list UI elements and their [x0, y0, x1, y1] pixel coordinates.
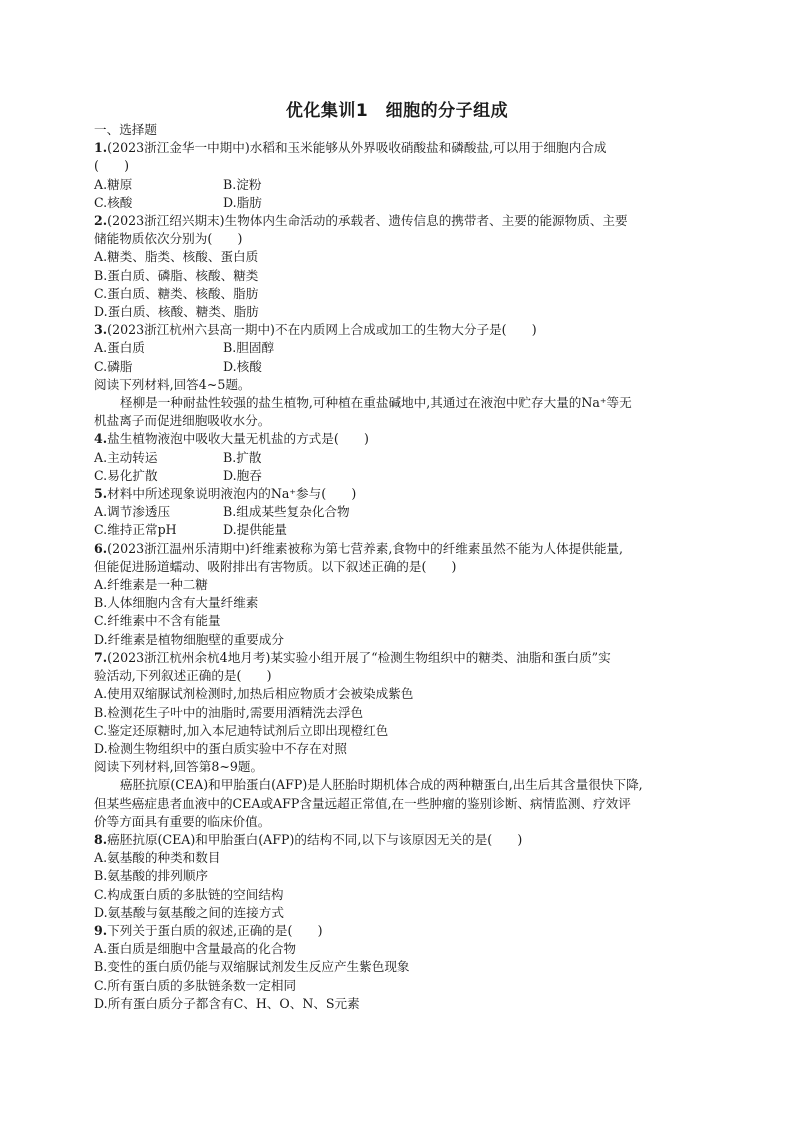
option-b: B.胆固醇 [223, 340, 275, 356]
option-d: D.提供能量 [223, 522, 288, 538]
option-d: D.所有蛋白质分子都含有C、H、O、N、S元素 [94, 995, 360, 1011]
material-text-continued: 机盐离子而促进细胞吸收水分。 [94, 413, 271, 429]
question-5 [94, 485, 704, 540]
option-c: C.核酸 [94, 194, 133, 210]
question-number: 1. [94, 140, 108, 156]
question-stem-continued: 验活动,下列叙述正确的是( ) [94, 668, 272, 684]
question-number: 9. [94, 922, 108, 938]
question-6 [94, 540, 704, 649]
option-c: C.磷脂 [94, 358, 133, 374]
question-number: 5. [94, 486, 108, 502]
question-9 [94, 922, 704, 1013]
option-c: C.纤维素中不含有能量 [94, 613, 221, 629]
option-c: C.易化扩散 [94, 467, 158, 483]
question-stem: (2023浙江杭州六县高一期中)不在内质网上合成或加工的生物大分子是( ) [107, 322, 537, 338]
material-intro: 阅读下列材料,回答第8~9题。 [94, 759, 264, 775]
option-d: D.蛋白质、核酸、糖类、脂肪 [94, 304, 259, 320]
question-8 [94, 831, 704, 922]
option-d: D.胞吞 [223, 467, 262, 483]
page-title: 优化集训1 细胞的分子组成 [285, 101, 509, 121]
option-b: B.淀粉 [223, 176, 262, 192]
question-number: 4. [94, 431, 108, 447]
option-d: D.纤维素是植物细胞壁的重要成分 [94, 631, 284, 647]
option-a: A.蛋白质是细胞中含量最高的化合物 [94, 941, 297, 957]
question-stem-continued: 储能物质依次分别为( ) [94, 231, 243, 247]
question-stem: (2023浙江温州乐清期中)纤维素被称为第七营养素,食物中的纤维素虽然不能为人体提供能量, [107, 540, 624, 556]
question-stem: (2023浙江杭州余杭4地月考)某实验小组开展了“检测生物组织中的糖类、油脂和蛋白质”实 [107, 649, 611, 665]
question-7 [94, 649, 704, 758]
answer-blank: ( ) [94, 158, 130, 174]
option-c: C.维持正常pH [94, 522, 177, 538]
option-d: D.氨基酸与氨基酸之间的连接方式 [94, 904, 284, 920]
option-a: A.糖类、脂类、核酸、蛋白质 [94, 249, 259, 265]
question-number: 6. [94, 540, 108, 556]
question-stem: (2023浙江绍兴期末)生物体内生命活动的承载者、遗传信息的携带者、主要的能源物质、主要 [107, 213, 628, 229]
question-3 [94, 321, 704, 376]
material-text-continued: 价等方面具有重要的临床价值。 [94, 813, 271, 829]
material-text-continued: 但某些癌症患者血液中的CEA或AFP含量远超正常值,在一些肿瘤的鉴别诊断、病情监测、疗效评 [94, 795, 631, 811]
section-heading: 一、选择题 [94, 122, 157, 137]
material-text: 癌胚抗原(CEA)和甲胎蛋白(AFP)是人胚胎时期机体合成的两种糖蛋白,出生后其含量很快下降, [120, 777, 643, 793]
question-number: 7. [94, 649, 108, 665]
question-number: 8. [94, 831, 108, 847]
material-text: 柽柳是一种耐盐性较强的盐生植物,可种植在重盐碱地中,其通过在液泡中贮存大量的Na⁺等无 [120, 395, 632, 411]
question-4 [94, 430, 704, 485]
question-stem: 下列关于蛋白质的叙述,正确的是( ) [107, 922, 323, 938]
option-d: D.检测生物组织中的蛋白质实验中不存在对照 [94, 740, 347, 756]
option-d: D.核酸 [223, 358, 262, 374]
question-2 [94, 212, 704, 321]
material-intro: 阅读下列材料,回答4~5题。 [94, 376, 251, 392]
option-d: D.脂肪 [223, 194, 262, 210]
option-a: A.调节渗透压 [94, 504, 171, 520]
option-b: B.组成某些复杂化合物 [223, 504, 350, 520]
option-a: A.蛋白质 [94, 340, 145, 356]
option-a: A.使用双缩脲试剂检测时,加热后相应物质才会被染成紫色 [94, 686, 414, 702]
option-b: B.人体细胞内含有大量纤维素 [94, 595, 259, 611]
option-c: C.所有蛋白质的多肽链条数一定相同 [94, 977, 297, 993]
question-stem: 癌胚抗原(CEA)和甲胎蛋白(AFP)的结构不同,以下与该原因无关的是( ) [107, 831, 523, 847]
option-b: B.扩散 [223, 449, 262, 465]
question-number: 2. [94, 213, 108, 229]
option-a: A.主动转运 [94, 449, 158, 465]
option-a: A.纤维素是一种二糖 [94, 577, 208, 593]
question-content [94, 121, 704, 1013]
question-stem: (2023浙江金华一中期中)水稻和玉米能够从外界吸收硝酸盐和磷酸盐,可以用于细胞内合成 [107, 140, 607, 156]
question-stem: 材料中所述现象说明液泡内的Na⁺参与( ) [107, 486, 357, 502]
option-b: B.变性的蛋白质仍能与双缩脲试剂发生反应产生紫色现象 [94, 959, 410, 975]
option-c: C.蛋白质、糖类、核酸、脂肪 [94, 285, 259, 301]
question-stem-continued: 但能促进肠道蠕动、吸附排出有害物质。以下叙述正确的是( ) [94, 558, 457, 574]
question-number: 3. [94, 322, 108, 338]
option-a: A.糖原 [94, 176, 133, 192]
option-c: C.鉴定还原糖时,加入本尼迪特试剂后立即出现橙红色 [94, 722, 389, 738]
option-b: B.蛋白质、磷脂、核酸、糖类 [94, 267, 259, 283]
option-b: B.检测花生子叶中的油脂时,需要用酒精洗去浮色 [94, 704, 364, 720]
question-stem: 盐生植物液泡中吸收大量无机盐的方式是( ) [107, 431, 369, 447]
option-a: A.氨基酸的种类和数目 [94, 850, 221, 866]
option-c: C.构成蛋白质的多肽链的空间结构 [94, 886, 284, 902]
question-1 [94, 139, 704, 212]
reading-material-2 [94, 758, 704, 831]
reading-material-1 [94, 376, 704, 431]
option-b: B.氨基酸的排列顺序 [94, 868, 209, 884]
